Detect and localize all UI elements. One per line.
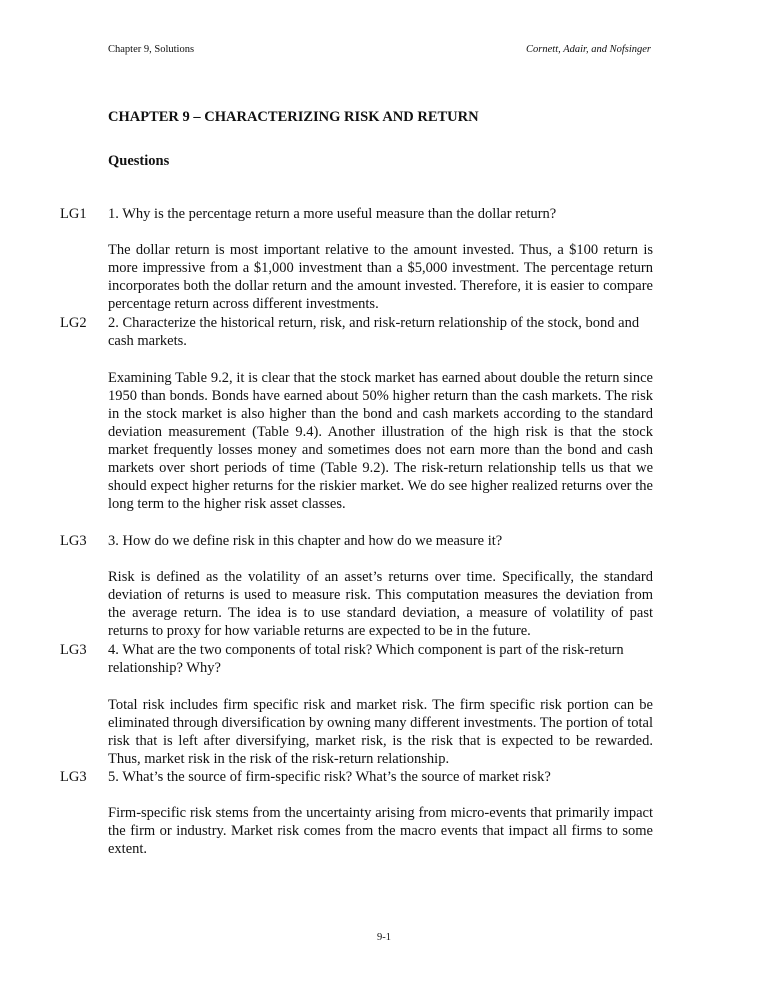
learning-goal-label: LG3	[60, 533, 87, 549]
question-text: 5. What’s the source of firm-specific risk? What’s the source of market risk?	[108, 769, 551, 785]
learning-goal-label: LG3	[60, 769, 87, 785]
learning-goal-label: LG2	[60, 315, 87, 331]
question-text: 4. What are the two components of total risk? Which component is part of the risk-return relationship? Why?	[108, 642, 624, 676]
learning-goal-label: LG1	[60, 206, 87, 222]
question-text: 3. How do we define risk in this chapter and how do we measure it?	[108, 533, 503, 549]
section-heading: Questions	[108, 153, 170, 169]
answer-text: Firm-specific risk stems from the uncertainty arising from micro-events that primarily impact the firm or industry. Market risk comes from the macro events that impact all firms to some extent.	[108, 805, 653, 857]
chapter-title: CHAPTER 9 – CHARACTERIZING RISK AND RETURN	[108, 109, 479, 125]
running-header-right: Cornett, Adair, and Nofsinger	[526, 44, 651, 55]
answer-text: Total risk includes firm specific risk and market risk. The firm specific risk portion can be eliminated through diversification by owning many different investments. The portion of total risk that is left after diversifying, market risk, is the risk that is expected to be rewarded. Thus, market risk in the risk of the risk-return relationship.	[108, 697, 653, 767]
answer-text: Risk is defined as the volatility of an asset’s returns over time. Specifically, the standard deviation of returns is used to measure risk. This computation measures the deviation from the average return. The idea is to use standard deviation, a measure of volatility of past returns to proxy for how variable returns are expected to be in the future.	[108, 569, 653, 639]
page-number: 9-1	[377, 932, 391, 943]
running-header-left: Chapter 9, Solutions	[108, 44, 195, 55]
question-text: 1. Why is the percentage return a more useful measure than the dollar return?	[108, 206, 557, 222]
answer-text: The dollar return is most important relative to the amount invested. Thus, a $100 return is more impressive from a $1,000 investment than a $5,000 investment. The percentage return incorporates both the dollar return and the amount invested. Therefore, it is easier to compare percentage return across different investments.	[108, 242, 653, 312]
learning-goal-label: LG3	[60, 642, 87, 658]
answer-text: Examining Table 9.2, it is clear that the stock market has earned about double the return since 1950 than bonds. Bonds have earned about 50% higher return than the cash markets. The risk in the stock market is also higher than the bond and cash markets according to the standard deviation measurement (Table 9.4). Another illustration of the high risk is that the stock market frequently losses money and sometimes does not earn more than the bond and cash markets over short periods of time (Table 9.2). The risk-return relationship tells us that we should expect higher returns for the riskier market. We do see higher realized returns over the long term to the higher risk asset classes.	[108, 370, 653, 512]
question-text: 2. Characterize the historical return, risk, and risk-return relationship of the stock, bond and cash markets.	[108, 315, 640, 349]
